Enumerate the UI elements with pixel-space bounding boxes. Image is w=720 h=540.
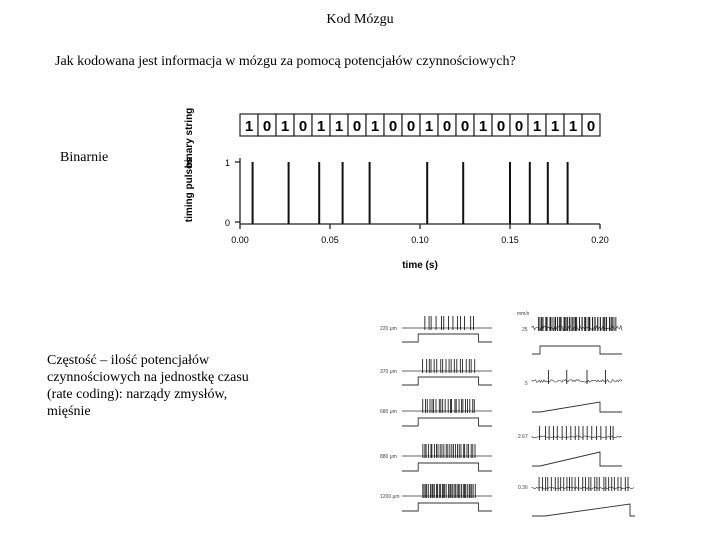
speed-label-3: 2.67 xyxy=(518,434,528,440)
bit-value: 0 xyxy=(298,118,308,135)
spike-trace xyxy=(532,317,622,331)
x-tick-4: 0.20 xyxy=(591,235,609,245)
bit-value: 1 xyxy=(370,118,380,135)
spike-trace xyxy=(532,370,622,384)
spike-trace xyxy=(532,426,622,440)
timing-pulses xyxy=(253,162,568,224)
bit-value: 1 xyxy=(244,118,254,135)
spike-trace xyxy=(532,477,634,491)
depth-label-2: 370 μm xyxy=(380,369,397,375)
bit-value: 0 xyxy=(352,118,362,135)
speed-label-1: 25 xyxy=(522,327,528,333)
rate-coding-label: Częstość – ilość potencjałów czynnościowych na jednostkę czasu (rate coding): narządy zmysłów, mięśnie xyxy=(47,353,249,419)
bit-value: 1 xyxy=(532,118,542,135)
timing-axes xyxy=(235,158,600,229)
bit-value: 0 xyxy=(460,118,470,135)
x-tick-3: 0.15 xyxy=(501,235,519,245)
spike-trace xyxy=(402,484,492,511)
y-tick-1: 1 xyxy=(224,158,230,168)
bit-value: 0 xyxy=(586,118,596,135)
binary-string xyxy=(240,114,600,136)
x-tick-2: 0.10 xyxy=(411,235,429,245)
question-text: Jak kodowana jest informacja w mózgu za pomocą potencjałów czynnościowych? xyxy=(55,54,516,69)
x-axis-label: time (s) xyxy=(402,260,438,271)
bit-value: 1 xyxy=(424,118,434,135)
depth-label-4: 880 μm xyxy=(380,454,397,460)
timing-pulses-label: timing pulses xyxy=(184,157,195,223)
bit-value: 0 xyxy=(442,118,452,135)
bit-value: 1 xyxy=(550,118,560,135)
speed-label-2: 5 xyxy=(525,381,528,387)
x-tick-0: 0.00 xyxy=(231,235,249,245)
binary-string-label: binary string xyxy=(184,107,195,169)
slide-title: Kod Mózgu xyxy=(326,12,394,27)
bit-value: 1 xyxy=(568,118,578,135)
y-tick-0: 0 xyxy=(224,218,230,228)
depth-label-3: 680 μm xyxy=(380,409,397,415)
bit-value: 0 xyxy=(388,118,398,135)
spike-trace xyxy=(402,316,492,342)
bit-value: 0 xyxy=(496,118,506,135)
binary-coding-figure xyxy=(180,100,610,275)
speed-unit-label: mm/s xyxy=(517,311,530,317)
bit-value: 0 xyxy=(514,118,524,135)
bit-value: 1 xyxy=(334,118,344,135)
bit-value: 1 xyxy=(478,118,488,135)
bit-value: 0 xyxy=(406,118,416,135)
bit-value: 1 xyxy=(280,118,290,135)
rate-coding-figure xyxy=(360,300,640,522)
binary-coding-label: Binarnie xyxy=(60,150,109,165)
depth-label-1: 220 μm xyxy=(380,326,397,332)
speed-label-4: 0.36 xyxy=(518,485,528,491)
spike-trace xyxy=(402,444,492,471)
bit-value: 1 xyxy=(316,118,326,135)
spike-trace xyxy=(402,399,492,426)
x-tick-1: 0.05 xyxy=(321,235,339,245)
spike-trace xyxy=(402,359,492,385)
depth-label-5: 1200 μm xyxy=(380,494,400,500)
bit-value: 0 xyxy=(262,118,272,135)
